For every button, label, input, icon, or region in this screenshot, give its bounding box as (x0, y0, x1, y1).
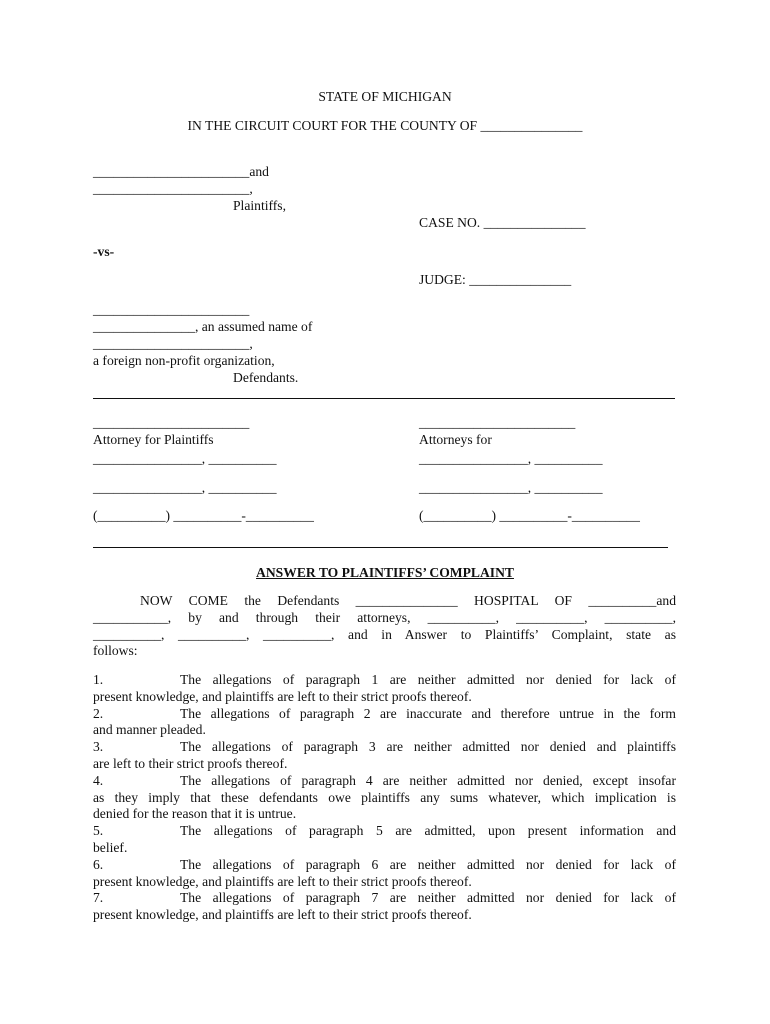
answer-text: The allegations of paragraph 2 are inaccurate and therefore untrue in the form (180, 705, 676, 721)
answer-text: The allegations of paragraph 4 are neither admitted nor denied, except insofar (180, 772, 676, 788)
answer-6-first-line (93, 857, 676, 874)
plaintiff-name-line-2: _______________________, (93, 181, 253, 196)
attorney-divider (93, 547, 668, 548)
intro-line-3 (93, 627, 676, 644)
answer-list (93, 672, 676, 924)
caption-divider (93, 398, 675, 399)
judge-field: JUDGE: _______________ (419, 272, 572, 287)
defendant-attorney-phone: (__________) __________-__________ (419, 508, 640, 523)
answer-number: 4. (93, 772, 104, 788)
answer-number: 3. (93, 739, 104, 755)
answer-text: The allegations of paragraph 6 are neither admitted nor denied for lack of (180, 856, 676, 872)
answer-paragraph-2 (93, 706, 676, 740)
answer-paragraph-1 (93, 672, 676, 706)
answer-text-continued: present knowledge, and plaintiffs are left to their strict proofs thereof. (93, 873, 472, 889)
intro-line-4 (93, 643, 676, 660)
answer-text: The allegations of paragraph 7 are neither admitted nor denied for lack of (180, 890, 676, 906)
answer-text-continued: denied for the reason that it is untrue. (93, 806, 297, 822)
defendant-attorney-signature-line: _______________________ (419, 415, 576, 430)
answer-paragraph-7 (93, 890, 676, 924)
intro-line-2 (93, 610, 676, 627)
answer-number: 5. (93, 823, 104, 839)
answer-text-continued: are left to their strict proofs thereof. (93, 755, 288, 771)
answer-number: 1. (93, 672, 104, 687)
plaintiff-attorney-address-1: ________________, __________ (93, 451, 277, 466)
plaintiff-attorney-signature-line: _______________________ (93, 415, 250, 430)
defendant-name-line-3: _______________________, (93, 336, 253, 351)
answer-4-first-line (93, 773, 676, 790)
defendants-label: Defendants. (233, 370, 299, 385)
answer-text: The allegations of paragraph 5 are admitted, upon present information and (180, 823, 676, 839)
answer-number: 2. (93, 705, 104, 721)
answer-3-first-line (93, 739, 676, 756)
intro-line-4-text: follows: (93, 643, 138, 659)
plaintiff-name-line-1: _______________________and (93, 164, 269, 179)
plaintiffs-label: Plaintiffs, (233, 198, 286, 213)
plaintiff-attorney-label: Attorney for Plaintiffs (93, 432, 214, 447)
versus-label: -vs- (93, 244, 115, 259)
answer-2-first-line (93, 706, 676, 723)
intro-line-3-text: __________, __________, __________, and in Answer to Plaintiffs’ Complaint, state as (93, 626, 676, 642)
intro-line-1 (93, 593, 676, 610)
intro-line-2-text: ___________, by and through their attorneys, __________, __________, __________, (93, 609, 676, 625)
answer-paragraph-4 (93, 773, 676, 823)
defendant-attorney-label: Attorneys for (419, 432, 492, 447)
court-heading: IN THE CIRCUIT COURT FOR THE COUNTY OF _______________ (187, 118, 583, 133)
defendant-attorney-address-1: ________________, __________ (419, 451, 603, 466)
answer-text-continued: and manner pleaded. (93, 722, 206, 738)
plaintiff-attorney-phone: (__________) __________-__________ (93, 508, 314, 523)
answer-1-first-line (93, 672, 676, 689)
document-title: ANSWER TO PLAINTIFFS’ COMPLAINT (256, 565, 514, 580)
answer-text-continued: belief. (93, 839, 128, 855)
answer-5-first-line (93, 823, 676, 840)
defendant-description: a foreign non-profit organization, (93, 353, 275, 368)
defendant-name-line-2: _______________, an assumed name of (93, 319, 313, 334)
intro-line-1-text: NOW COME the Defendants _______________ HOSPITAL OF __________and (140, 593, 676, 608)
answer-paragraph-3 (93, 739, 676, 773)
answer-paragraph-5 (93, 823, 676, 857)
case-number-field: CASE NO. _______________ (419, 215, 586, 230)
answer-paragraph-6 (93, 857, 676, 891)
answer-number: 7. (93, 890, 104, 906)
defendant-attorney-address-2: ________________, __________ (419, 480, 603, 495)
intro-paragraph (93, 593, 676, 660)
answer-7-first-line (93, 890, 676, 907)
answer-number: 6. (93, 856, 104, 872)
state-heading: STATE OF MICHIGAN (318, 89, 452, 104)
answer-text: The allegations of paragraph 3 are neither admitted nor denied and plaintiffs (180, 739, 676, 755)
answer-text-line-2: as they imply that these defendants owe plaintiffs any sums whatever, which implication is (93, 789, 676, 805)
defendant-name-line-1: _______________________ (93, 302, 250, 317)
answer-text: The allegations of paragraph 1 are neither admitted nor denied for lack of (180, 672, 676, 687)
answer-text-continued: present knowledge, and plaintiffs are left to their strict proofs thereof. (93, 688, 472, 704)
answer-text-continued: present knowledge, and plaintiffs are left to their strict proofs thereof. (93, 907, 472, 923)
plaintiff-attorney-address-2: ________________, __________ (93, 480, 277, 495)
